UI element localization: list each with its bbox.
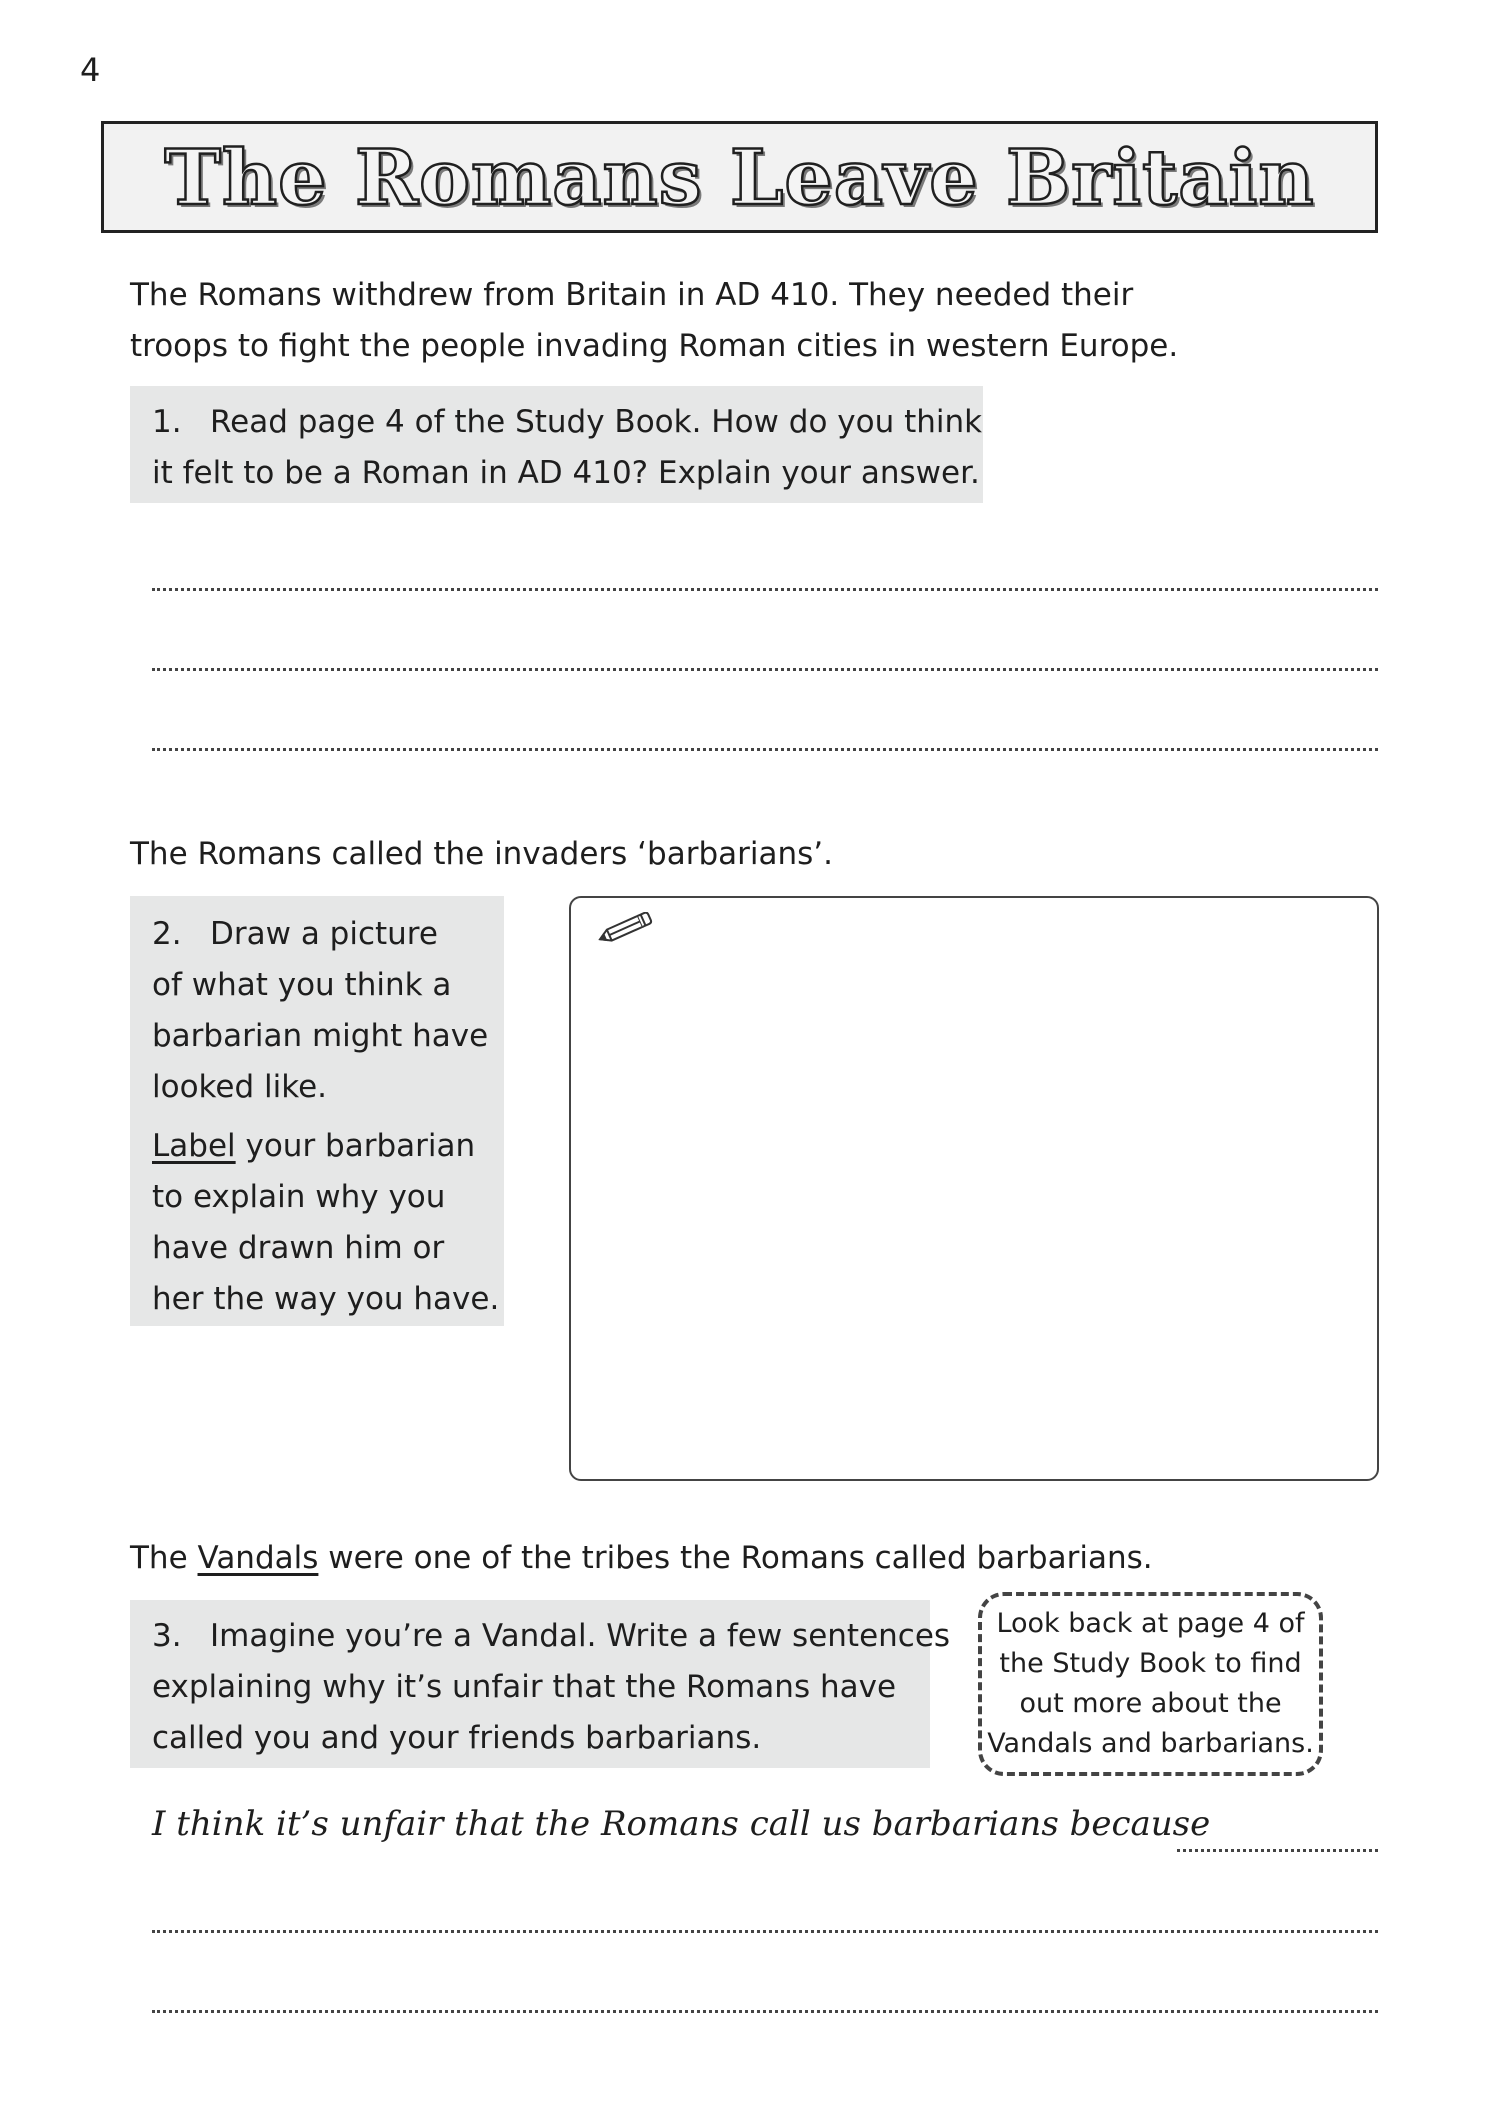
question-2-line: Label your barbarian [152,1128,476,1164]
question-2-line: of what you think a [152,967,452,1003]
question-3-line: explaining why it’s unfair that the Romans have [152,1669,897,1705]
intro-paragraph [130,270,1178,372]
answer-line-q1-1[interactable] [152,588,1378,591]
question-3-number: 3. [152,1618,182,1654]
question-1-line: 1. Read page 4 of the Study Book. How do you think [152,397,983,448]
question-2-line: to explain why you [152,1179,446,1215]
page-title: The Romans Leave Britain [164,132,1315,222]
pencil-icon [592,912,654,946]
tip-line: Vandals and barbarians. [987,1728,1314,1759]
question-2-line: 2. Draw a picture [152,909,504,960]
question-3-box [130,1600,951,1768]
intro-line: troops to fight the people invading Roman cities in western Europe. [130,328,1179,364]
answer-line-q3-2[interactable] [152,1930,1378,1933]
answer-line-q3-3[interactable] [152,2010,1378,2013]
answer-line-q3-1[interactable] [1177,1849,1378,1852]
answer-line-q1-2[interactable] [152,668,1378,671]
vandals-term: Vandals [197,1540,319,1576]
intro-line: The Romans withdrew from Britain in AD 410. They needed their [130,277,1134,313]
question-2-line: barbarian might have [152,1018,489,1054]
tip-line: Look back at page 4 of [996,1608,1305,1639]
label-term: Label [152,1128,236,1164]
question-2-line: looked like. [152,1069,327,1105]
vandals-intro: The Vandals were one of the tribes the Romans called barbarians. [130,1540,1153,1576]
question-2-line: have drawn him or [152,1230,445,1266]
drawing-box[interactable] [569,896,1379,1481]
question-1-box [130,386,983,503]
tip-line: the Study Book to find [999,1648,1302,1679]
question-2-line: her the way you have. [152,1281,500,1317]
question-2-number: 2. [152,916,182,952]
question-1-number: 1. [152,404,182,440]
question-1-line: it felt to be a Roman in AD 410? Explain your answer. [152,455,980,491]
question-3-line: called you and your friends barbarians. [152,1720,762,1756]
title-banner [101,121,1378,233]
page-number: 4 [80,51,101,89]
question-2-box [130,896,504,1326]
tip-line: out more about the [1019,1688,1282,1719]
question-3-line: 3. Imagine you’re a Vandal. Write a few sentences [152,1611,930,1662]
barbarians-intro: The Romans called the invaders ‘barbarians’. [130,836,833,872]
study-book-tip [978,1592,1323,1776]
answer-line-q1-3[interactable] [152,748,1378,751]
answer-sentence-starter: I think it’s unfair that the Romans call us barbarians because [152,1804,1211,1844]
